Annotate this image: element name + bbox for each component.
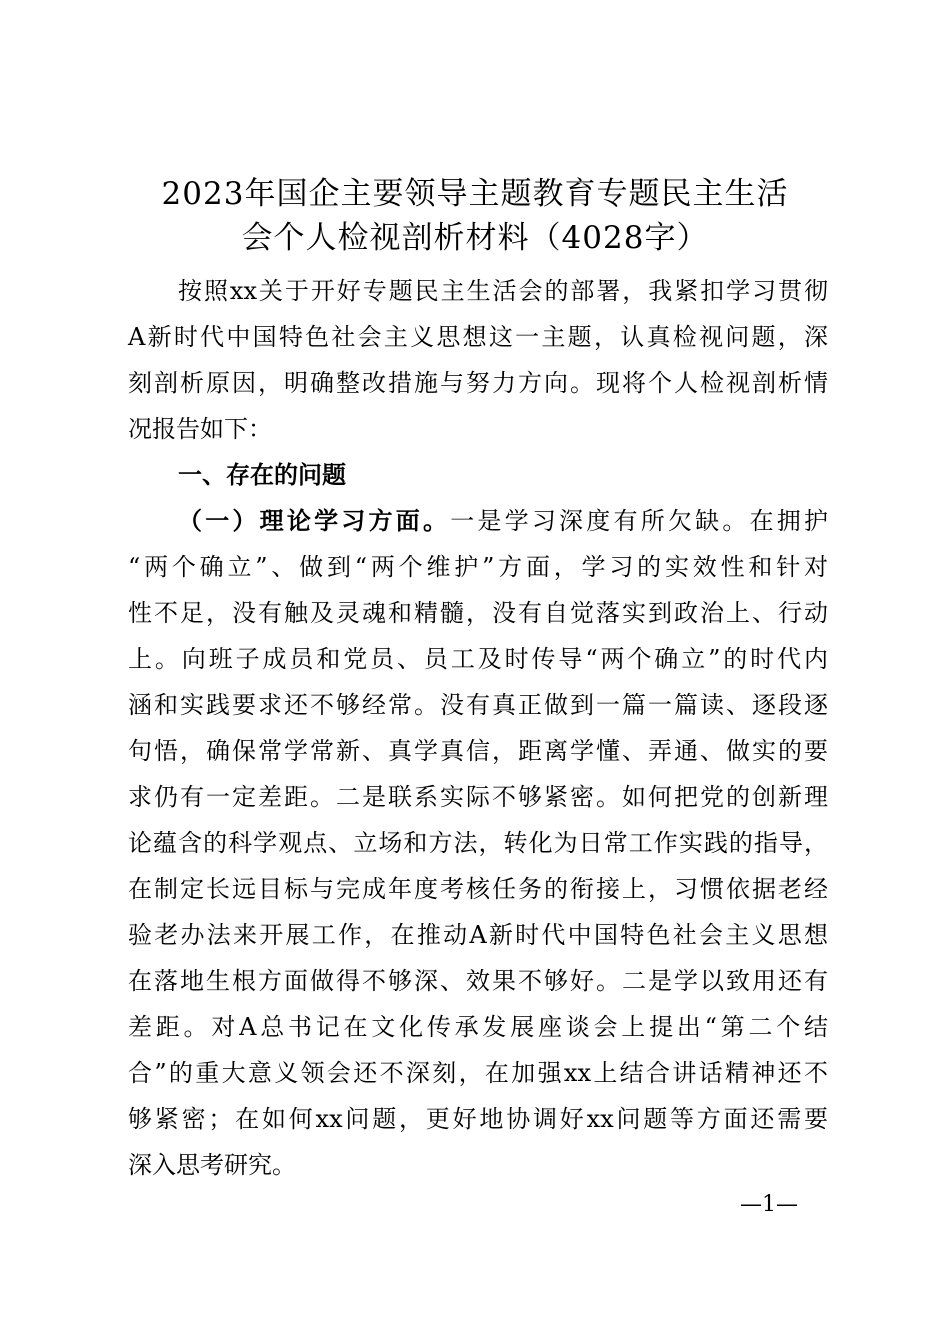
paragraph-line: 句悟，确保常学常新、真学真信，距离学懂、弄通、做实的要 (128, 737, 828, 765)
intro-line: A新时代中国特色社会主义思想这一主题，认真检视问题，深 (128, 323, 828, 351)
section-heading: 一、存在的问题 (178, 461, 346, 489)
paragraph-line: 在制定长远目标与完成年度考核任务的衔接上，习惯依据老经 (128, 875, 828, 903)
paragraph-line: 够紧密；在如何xx问题，更好地协调好xx问题等方面还需要 (128, 1105, 828, 1133)
paragraph-line: 性不足，没有触及灵魂和精髓，没有自觉落实到政治上、行动 (128, 599, 828, 627)
paragraph-line: 差距。对A总书记在文化传承发展座谈会上提出“第二个结 (128, 1013, 828, 1041)
paragraph-line: 验老办法来开展工作，在推动A新时代中国特色社会主义思想 (128, 921, 828, 949)
paragraph-line: 论蕴含的科学观点、立场和方法，转化为日常工作实践的指导， (128, 829, 828, 857)
paragraph-line: 上。向班子成员和党员、员工及时传导“两个确立”的时代内 (128, 645, 828, 673)
paragraph-line: 涵和实践要求还不够经常。没有真正做到一篇一篇读、逐段逐 (128, 691, 828, 719)
page-number: —1— (740, 1192, 798, 1217)
document-title (100, 172, 850, 260)
paragraph-line: 深入思考研究。 (128, 1151, 296, 1179)
paragraph-line: 在落地生根方面做得不够深、效果不够好。二是学以致用还有 (128, 967, 828, 995)
paragraph-line: 合”的重大意义领会还不深刻，在加强xx上结合讲话精神还不 (128, 1059, 828, 1087)
paragraph-first-line (128, 498, 828, 544)
title-line-1: 2023年国企主要领导主题教育专题民主生活 (161, 176, 789, 212)
intro-paragraph (128, 268, 828, 452)
theory-study-paragraph (128, 498, 828, 1188)
paragraph-line: “两个确立”、做到“两个维护”方面，学习的实效性和针对 (128, 553, 828, 581)
paragraph-text: 一是学习深度有所欠缺。在拥护 (450, 507, 829, 535)
title-line-2: 会个人检视剖析材料（4028字） (241, 220, 709, 256)
subsection-heading: （一）理论学习方面。 (178, 507, 451, 535)
intro-line: 况报告如下： (128, 415, 272, 443)
paragraph-line: 求仍有一定差距。二是联系实际不够紧密。如何把党的创新理 (128, 783, 828, 811)
intro-line: 按照xx关于开好专题民主生活会的部署，我紧扣学习贯彻 (178, 277, 828, 305)
intro-line: 刻剖析原因，明确整改措施与努力方向。现将个人检视剖析情 (128, 369, 828, 397)
